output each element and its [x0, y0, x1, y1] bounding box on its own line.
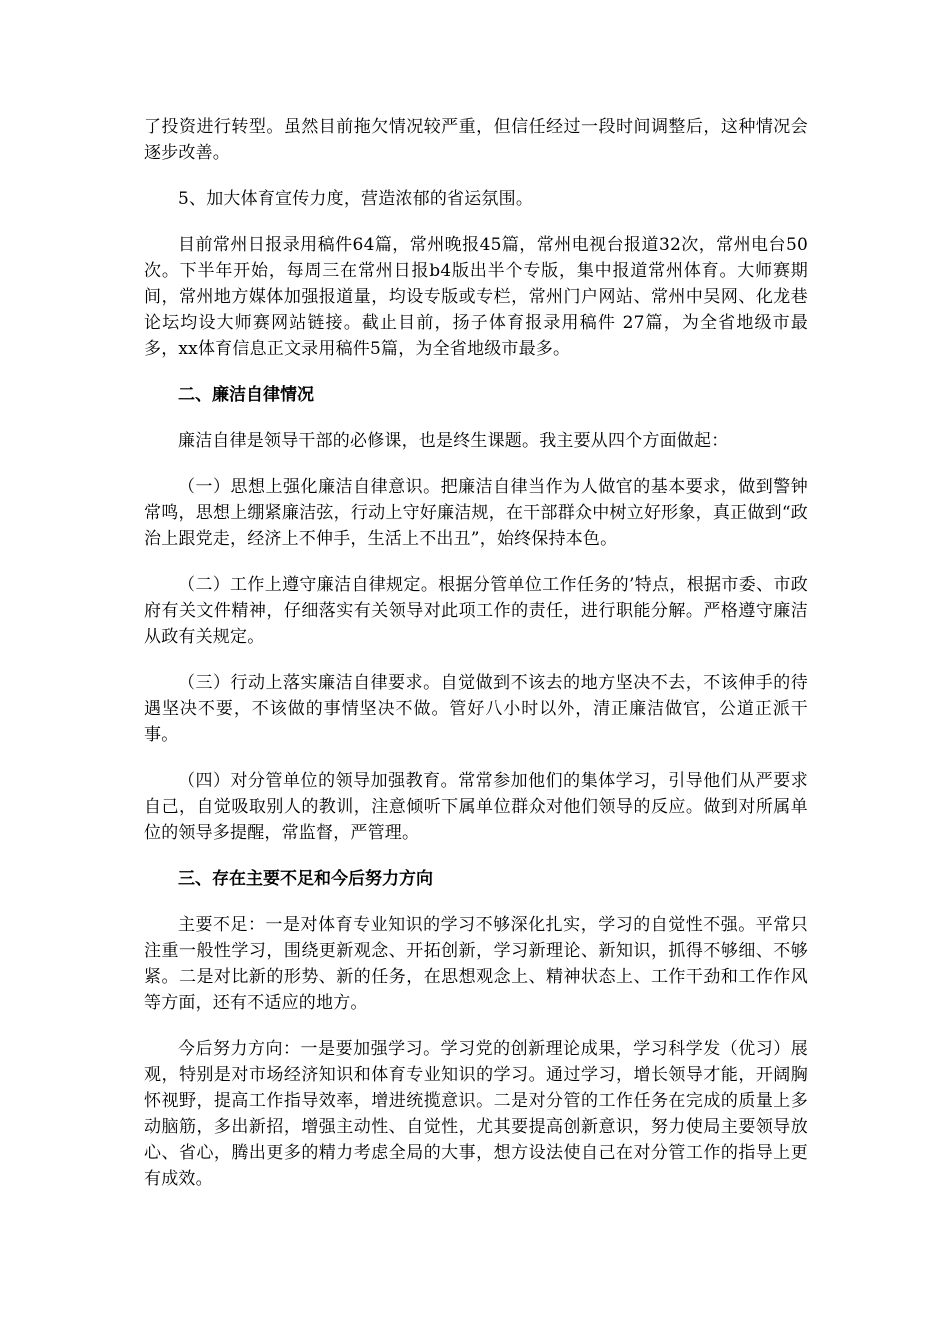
paragraph-item-5: 5、加大体育宣传力度，营造浓郁的省运氛围。: [178, 189, 534, 209]
paragraph-media-stats: 目前常州日报录用稿件64篇，常州晚报45篇，常州电视台报道32次，常州电台50次。下半年开始，每周三在常州日报b4版出半个专版，集中报道常州体育。大师赛期间，常州地方媒体加强报道量，均设专版或专栏，常州门户网站、常州中吴网、化龙巷论坛均设大师赛网站链接。截止目前，扬子体育报录用稿件 27篇，为全省地级市最多，xx体育信息正文录用稿件5篇，为全省地级市最多。: [144, 235, 808, 359]
paragraph-integrity-4: （四）对分管单位的领导加强教育。常常参加他们的集体学习，引导他们从严要求自己，自觉吸取别人的教训，注意倾听下属单位群众对他们领导的反应。做到对所属单位的领导多提醒，常监督，严管理。: [144, 771, 808, 843]
paragraph-integrity-2: （二）工作上遵守廉洁自律规定。根据分管单位工作任务的’特点，根据市委、市政府有关文件精神，仔细落实有关领导对此项工作的责任，进行职能分解。严格遵守廉洁从政有关规定。: [144, 575, 808, 647]
paragraph-integrity-intro: 廉洁自律是领导干部的必修课，也是终生课题。我主要从四个方面做起：: [178, 431, 729, 451]
section-heading-shortcomings: 三、存在主要不足和今后努力方向: [178, 869, 433, 889]
paragraph-shortcomings: 主要不足：一是对体育专业知识的学习不够深化扎实，学习的自觉性不强。平常只注重一般性学习，围绕更新观念、开拓创新，学习新理论、新知识，抓得不够细、不够紧。二是对比新的形势、新的任务，在思想观念上、精神状态上、工作干劲和工作作风等方面，还有不适应的地方。: [144, 915, 808, 1013]
document-page: [144, 114, 808, 1212]
paragraph-future-direction: 今后努力方向：一是要加强学习。学习党的创新理论成果，学习科学发（优习）展观，特别是对市场经济知识和体育专业知识的学习。通过学习，增长领导才能，开阔胸怀视野，提高工作指导效率，增进统揽意识。二是对分管的工作任务在完成的质量上多动脑筋，多出新招，增强主动性、自觉性，尤其要提高创新意识，努力使局主要领导放心、省心，腾出更多的精力考虑全局的大事，想方设法使自己在对分管工作的指导上更有成效。: [144, 1039, 808, 1189]
paragraph-continuation: 了投资进行转型。虽然目前拖欠情况较严重，但信任经过一段时间调整后，这种情况会逐步改善。: [144, 117, 808, 163]
paragraph-integrity-1: （一）思想上强化廉洁自律意识。把廉洁自律当作为人做官的基本要求，做到警钟常鸣，思想上绷紧廉洁弦，行动上守好廉洁规，在干部群众中树立好形象，真正做到“政治上跟党走，经济上不伸手，生活上不出丑”，始终保持本色。: [144, 477, 808, 549]
section-heading-integrity: 二、廉洁自律情况: [178, 385, 314, 405]
paragraph-integrity-3: （三）行动上落实廉洁自律要求。自觉做到不该去的地方坚决不去，不该伸手的待遇坚决不要，不该做的事情坚决不做。管好八小时以外，清正廉洁做官，公道正派干事。: [144, 673, 808, 745]
